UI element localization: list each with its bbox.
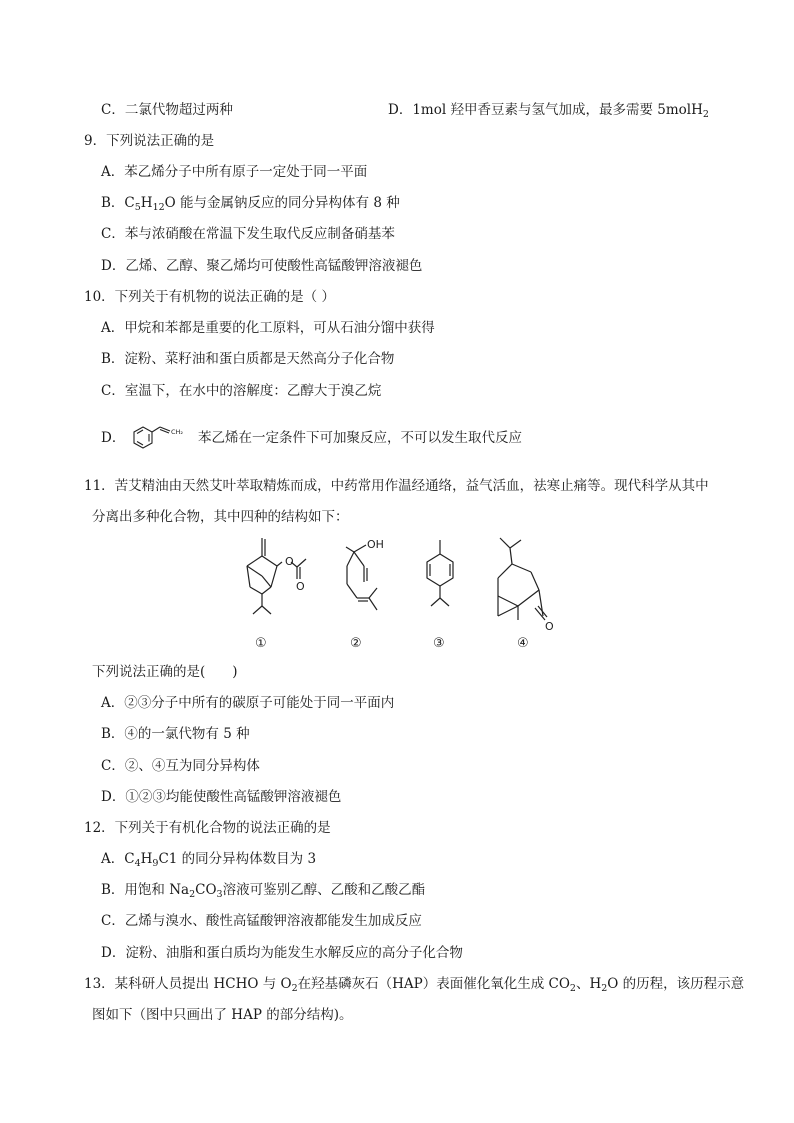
compound-label-1: ①	[255, 636, 267, 651]
q12-stem: 12．下列关于有机化合物的说法正确的是	[84, 820, 331, 836]
compound-label-2: ②	[350, 636, 362, 651]
q9-option-b-sub2: 12	[152, 202, 165, 213]
q9-option-c: C．苯与浓硝酸在常温下发生取代反应制备硝基苯	[101, 226, 395, 242]
q12-option-b-sub2: 3	[216, 889, 223, 900]
q11-stem-line1: 11．苦艾精油由天然艾叶萃取精炼而成，中药常用作温经通络，益气活血，祛寒止痛等。现代科学从其中	[84, 478, 709, 494]
q8-option-c: C．二氯代物超过两种	[101, 102, 233, 118]
q12-option-c: C．乙烯与溴水、酸性高锰酸钾溶液都能发生加成反应	[101, 913, 422, 929]
compound-1-carbonyl-oxygen: O	[296, 580, 305, 593]
compound-1-ester-oxygen: O	[285, 555, 294, 568]
q12-option-b-sub1: 2	[189, 889, 196, 900]
q12-option-a-p2: H	[140, 851, 153, 867]
q10-option-c: C．室温下，在水中的溶解度：乙醇大于溴乙烷	[101, 383, 382, 399]
compound-2-hydroxyl: OH	[367, 538, 384, 551]
q13-stem-p4: O 的历程，该历程示意	[607, 976, 745, 992]
q13-stem-p3: 、H	[575, 976, 602, 992]
q13-stem-p2: 在羟基磷灰石（HAP）表面催化氧化生成 CO	[297, 976, 570, 992]
styrene-ch2-label: CH₂	[171, 428, 184, 436]
q12-option-b-p3: 溶液可鉴别乙醇、乙酸和乙酸乙酯	[222, 882, 426, 898]
styrene-structure-icon	[125, 420, 197, 456]
q9-option-b-sub1: 5	[134, 202, 141, 213]
q11-option-d: D．①②③均能使酸性高锰酸钾溶液褪色	[101, 789, 342, 805]
q11-stem-line2: 分离出多种化合物，其中四种的结构如下：	[92, 509, 349, 525]
compound-4-structure	[498, 538, 547, 620]
q13-stem-line1	[84, 974, 744, 994]
q11-option-a: A．②③分子中所有的碳原子可能处于同一平面内	[101, 695, 395, 711]
q13-stem-line2: 图如下（图中只画出了 HAP 的部分结构)。	[92, 1007, 353, 1023]
q9-option-b-p3: O 能与金属钠反应的同分异构体有 8 种	[164, 195, 400, 211]
q12-option-a	[101, 849, 316, 869]
q9-option-b-p2: H	[140, 195, 153, 211]
q13-stem-sub2: 2	[569, 983, 576, 994]
q12-option-d: D．淀粉、油脂和蛋白质均为能发生水解反应的高分子化合物	[101, 945, 463, 961]
compound-2-structure	[346, 545, 377, 610]
compound-3-structure	[427, 540, 453, 606]
q8-option-d-sub: 2	[702, 109, 709, 120]
q11-option-c: C．②、④互为同分异构体	[101, 758, 260, 774]
q10-option-d-label: D．	[101, 430, 126, 446]
q11-ask: 下列说法正确的是( )	[92, 664, 238, 680]
q9-option-b-p1: B．C	[101, 195, 135, 211]
q8-option-d-text: D．1mol 羟甲香豆素与氢气加成，最多需要 5molH	[388, 102, 703, 118]
q11-option-b: B．④的一氯代物有 5 种	[101, 726, 250, 742]
q9-option-a: A．苯乙烯分子中所有原子一定处于同一平面	[101, 164, 368, 180]
q12-option-b	[101, 880, 425, 900]
q12-option-a-sub2: 9	[152, 858, 159, 869]
q13-stem-p1: 13．某科研人员提出 HCHO 与 O	[84, 976, 292, 992]
compound-label-3: ③	[433, 636, 445, 651]
q10-stem: 10．下列关于有机物的说法正确的是（ ）	[84, 289, 335, 305]
q9-option-b	[101, 193, 400, 213]
q9-stem: 9．下列说法正确的是	[84, 133, 215, 149]
q13-stem-sub3: 2	[601, 983, 608, 994]
compound-1-structure	[247, 538, 306, 614]
q12-option-b-p2: CO	[195, 882, 217, 898]
q13-stem-sub1: 2	[291, 983, 298, 994]
q12-option-a-p3: C1 的同分异构体数目为 3	[158, 851, 317, 867]
q10-option-d-text: 苯乙烯在一定条件下可加聚反应，不可以发生取代反应	[198, 430, 522, 446]
q9-option-d: D．乙烯、乙醇、聚乙烯均可使酸性高锰酸钾溶液褪色	[101, 258, 423, 274]
q10-option-a: A．甲烷和苯都是重要的化工原料，可从石油分馏中获得	[101, 320, 435, 336]
q11-structures-figure	[225, 532, 570, 657]
compound-label-4: ④	[517, 636, 529, 651]
q12-option-b-p1: B．用饱和 Na	[101, 882, 190, 898]
q10-option-b: B．淀粉、菜籽油和蛋白质都是天然高分子化合物	[101, 351, 395, 367]
q8-option-d	[388, 100, 709, 120]
compound-4-carbonyl-oxygen: O	[545, 620, 554, 633]
q12-option-a-p1: A．C	[101, 851, 135, 867]
q12-option-a-sub1: 4	[134, 858, 141, 869]
